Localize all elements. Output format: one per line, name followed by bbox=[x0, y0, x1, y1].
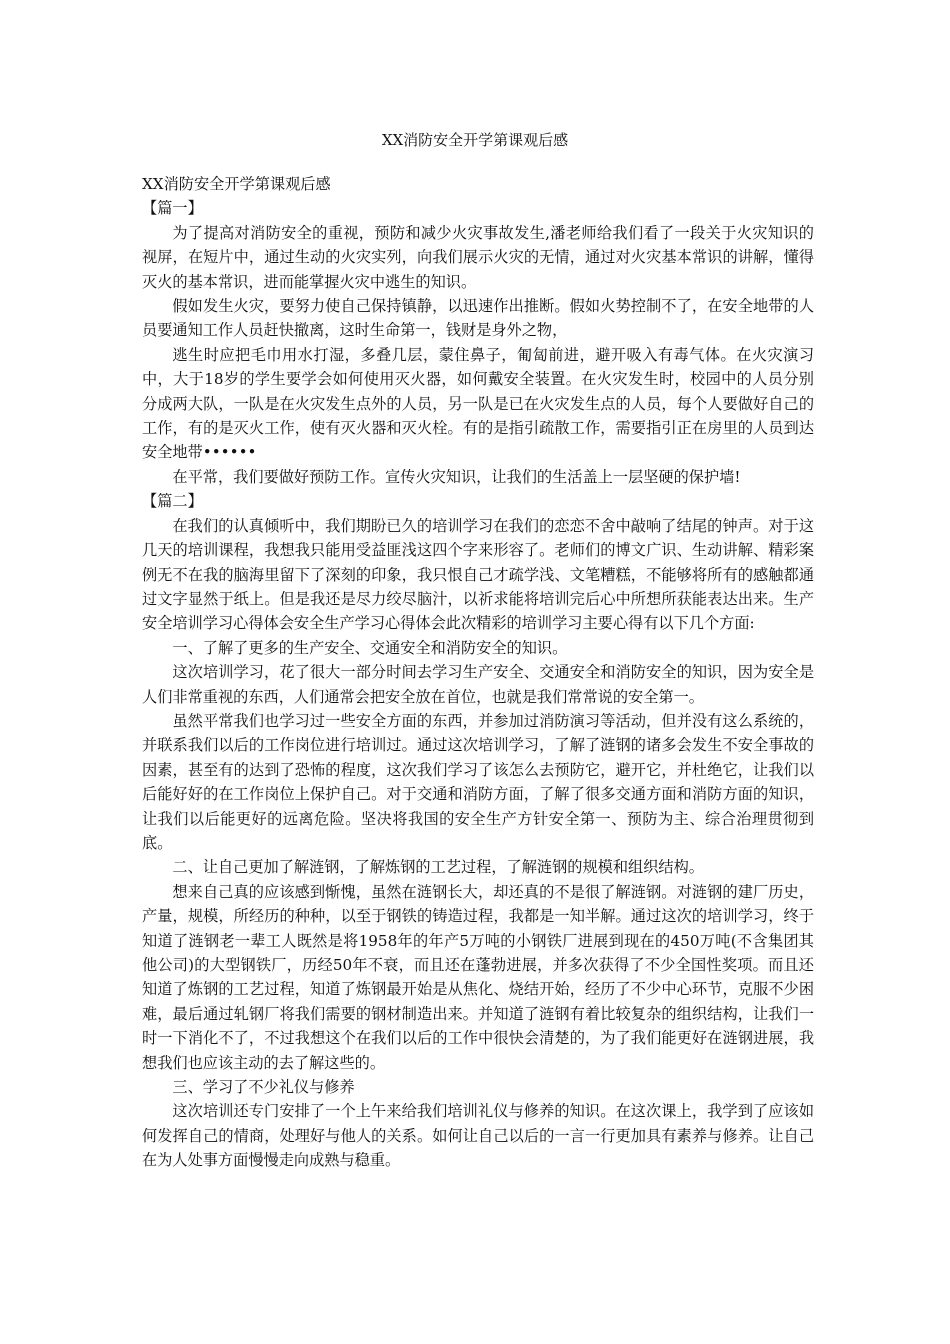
paragraph: 虽然平常我们也学习过一些安全方面的东西，并参加过消防演习等活动，但并没有这么系统的，并联系我们以后的工作岗位进行培训过。通过这次培训学习，了解了涟钢的诸多会发生不安全事故的因素，甚至有的达到了恐怖的程度，这次我们学习了该怎么去预防它，避开它，并杜绝它，让我们以后能好好的在工作岗位上保护自己。对于交通和消防方面，了解了很多交通方面和消防方面的知识，让我们以后能更好的远离危险。坚决将我国的安全生产方针安全第一、预防为主、综合治理贯彻到底。 bbox=[142, 711, 814, 852]
doc-heading: XX消防安全开学第课观后感 bbox=[142, 175, 331, 193]
paragraph: 这次培训还专门安排了一个上午来给我们培训礼仪与修养的知识。在这次课上，我学到了应该如何发挥自己的情商，处理好与他人的关系。如何让自己以后的一言一行更加具有素养与修养。让自己在为人处事方面慢慢走向成熟与稳重。 bbox=[142, 1102, 814, 1170]
subheading: 二、让自己更加了解涟钢，了解炼钢的工艺过程，了解涟钢的规模和组织结构。 bbox=[172, 858, 704, 877]
paragraph: 这次培训学习，花了很大一部分时间去学习生产安全、交通安全和消防安全的知识，因为安全是人们非常重视的东西，人们通常会把安全放在首位，也就是我们常常说的安全第一。 bbox=[142, 663, 814, 706]
document-body bbox=[142, 172, 814, 1173]
page-title: XX消防安全开学第课观后感 bbox=[381, 131, 569, 149]
section-label-2: 【篇二】 bbox=[142, 492, 203, 511]
paragraph: 想来自己真的应该感到惭愧，虽然在涟钢长大，却还真的不是很了解涟钢。对涟钢的建厂历史，产量，规模，所经历的种种，以至于钢铁的铸造过程，我都是一知半解。通过这次的培训学习，终于知道了涟钢老一辈工人既然是将1958年的年产5万吨的小钢铁厂进展到现在的450万吨(不含集团其他公司)的大型钢铁厂，历经50年不衰，而且还在蓬勃进展，并多次获得了不少全国性奖项。而且还知道了炼钢的工艺过程，知道了炼钢最开始是从焦化、烧结开始，经历了不少中心环节，克服不少困难，最后通过轧钢厂将我们需要的钢材制造出来。并知道了涟钢有着比较复杂的组织结构，让我们一时一下消化不了，不过我想这个在我们以后的工作中很快会清楚的，为了我们能更好在涟钢进展，我想我们也应该主动的去了解这些的。 bbox=[142, 882, 814, 1072]
paragraph: 在平常，我们要做好预防工作。宣传火灾知识，让我们的生活盖上一层坚硬的保护墙! bbox=[172, 467, 741, 486]
paragraph: 为了提高对消防安全的重视，预防和减少火灾事故发生,潘老师给我们看了一段关于火灾知识的视屏，在短片中，通过生动的火灾实列，向我们展示火灾的无情，通过对火灾基本常识的讲解，懂得灭火的基本常识，进而能掌握火灾中逃生的知识。 bbox=[142, 223, 814, 291]
subheading: 一、了解了更多的生产安全、交通安全和消防安全的知识。 bbox=[172, 638, 568, 657]
paragraph: 逃生时应把毛巾用水打湿，多叠几层，蒙住鼻子，匍匐前进，避开吸入有毒气体。在火灾演习中，大于18岁的学生要学会如何使用灭火器，如何戴安全装置。在火灾发生时，校园中的人员分别分成两大队，一队是在火灾发生点外的人员，另一队是已在火灾发生点的人员，每个人要做好自己的工作，有的是灭火工作，使有灭火器和灭火栓。有的是指引疏散工作，需要指引正在房里的人员到达安全地带•••••• bbox=[142, 345, 814, 462]
paragraph: 假如发生火灾，要努力使自己保持镇静，以迅速作出推断。假如火势控制不了，在安全地带的人员要通知工作人员赶快撤离，这时生命第一，钱财是身外之物， bbox=[142, 297, 814, 340]
subheading: 三、学习了不少礼仪与修养 bbox=[172, 1078, 355, 1097]
paragraph: 在我们的认真倾听中，我们期盼已久的培训学习在我们的恋恋不舍中敲响了结尾的钟声。对于这几天的培训课程，我想我只能用受益匪浅这四个字来形容了。老师们的博文广识、生动讲解、精彩案例无不在我的脑海里留下了深刻的印象，我只恨自己才疏学浅、文笔糟糕，不能够将所有的感触都通过文字显然于纸上。但是我还是尽力绞尽脑汁，以祈求能将培训完后心中所想所获能表达出来。生产安全培训学习心得体会安全生产学习心得体会此次精彩的培训学习主要心得有以下几个方面: bbox=[142, 516, 814, 633]
section-label-1: 【篇一】 bbox=[142, 199, 203, 218]
